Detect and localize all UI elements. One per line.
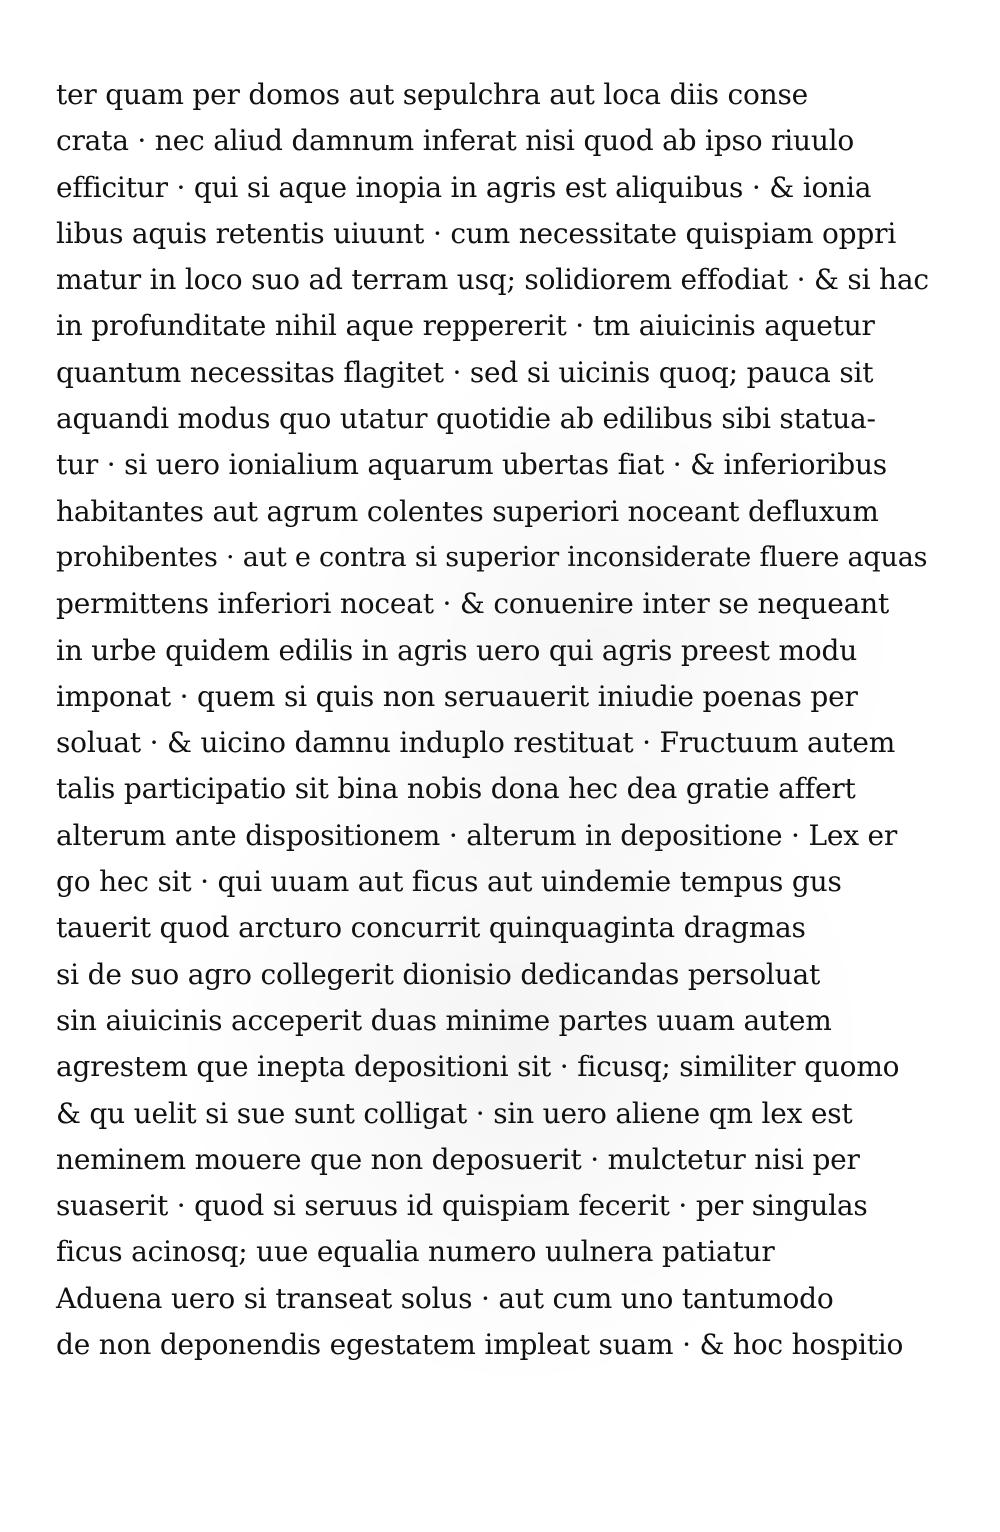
manuscript-line: go hec sit · qui uuam aut ficus aut uindemie tempus gus xyxy=(56,865,842,899)
manuscript-line: aquandi modus quo utatur quotidie ab edilibus sibi statua- xyxy=(56,402,876,436)
manuscript-line: ficus acinosq; uue equalia numero uulnera patiatur xyxy=(56,1235,775,1269)
manuscript-line: crata · nec aliud damnum inferat nisi quod ab ipso riuulo xyxy=(56,124,855,158)
manuscript-line: matur in loco suo ad terram usq; solidiorem effodiat · & si hac xyxy=(56,263,929,297)
manuscript-line: efficitur · qui si aque inopia in agris est aliquibus · & ionia xyxy=(56,170,872,204)
manuscript-line: & qu uelit si sue sunt colligat · sin uero aliene qm lex est xyxy=(56,1096,853,1130)
manuscript-line: in urbe quidem edilis in agris uero qui agris preest modu xyxy=(56,633,858,667)
manuscript-line: in profunditate nihil aque reppererit · tm aiuicinis aquetur xyxy=(56,309,875,343)
manuscript-line: quantum necessitas flagitet · sed si uicinis quoq; pauca sit xyxy=(56,355,874,389)
manuscript-line: talis participatio sit bina nobis dona hec dea gratie affert xyxy=(56,772,856,806)
manuscript-line: de non deponendis egestatem impleat suam · & hoc hospitio xyxy=(56,1328,904,1362)
manuscript-line: tauerit quod arcturo concurrit quinquaginta dragmas xyxy=(56,911,806,945)
manuscript-line: soluat · & uicino damnu induplo restituat · Fructuum autem xyxy=(56,726,896,760)
manuscript-line: permittens inferiori noceat · & conuenire inter se nequeant xyxy=(56,587,889,621)
manuscript-line: si de suo agro collegerit dionisio dedicandas persoluat xyxy=(56,957,821,991)
manuscript-line: Aduena uero si transeat solus · aut cum uno tantumodo xyxy=(56,1281,834,1315)
manuscript-line: tur · si uero ionialium aquarum ubertas fiat · & inferioribus xyxy=(56,448,887,482)
manuscript-line: alterum ante dispositionem · alterum in depositione · Lex er xyxy=(56,818,898,852)
manuscript-line: ter quam per domos aut sepulchra aut loca diis conse xyxy=(56,78,809,111)
manuscript-line: agrestem que inepta depositioni sit · ficusq; similiter quomo xyxy=(56,1050,900,1084)
manuscript-line: suaserit · quod si seruus id quispiam fecerit · per singulas xyxy=(56,1189,868,1223)
manuscript-line: imponat · quem si quis non seruauerit iniudie poenas per xyxy=(56,679,858,713)
manuscript-line: prohibentes · aut e contra si superior inconsiderate fluere aquas xyxy=(56,541,928,573)
manuscript-line: neminem mouere que non deposuerit · mulctetur nisi per xyxy=(56,1142,860,1176)
manuscript-line: sin aiuicinis acceperit duas minime partes uuam autem xyxy=(56,1003,832,1037)
manuscript-line: libus aquis retentis uiuunt · cum necessitate quispiam oppri xyxy=(56,216,897,250)
manuscript-text xyxy=(56,72,936,1368)
manuscript-line: habitantes aut agrum colentes superiori noceant defluxum xyxy=(56,494,879,528)
